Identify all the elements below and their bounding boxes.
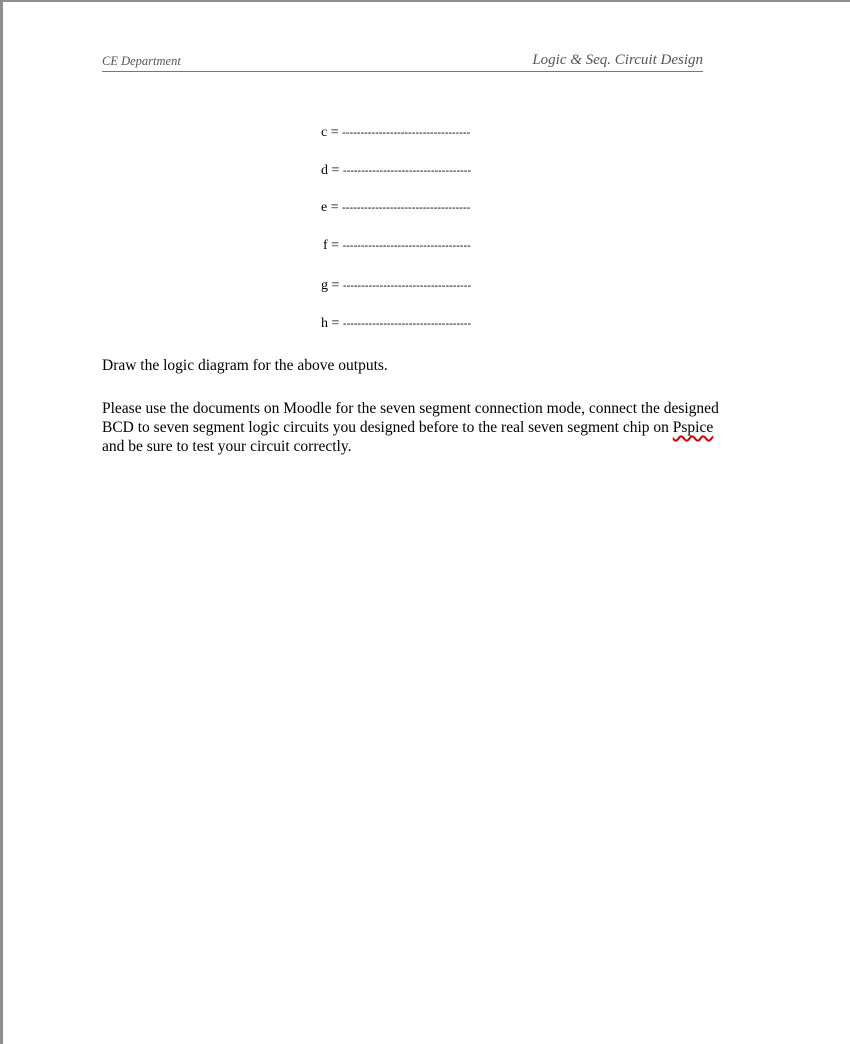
equals-sign: = (330, 125, 339, 140)
answer-blank: ----------------------------------- (342, 240, 471, 252)
equals-sign: = (330, 200, 339, 215)
header-course-title: Logic & Seq. Circuit Design (532, 52, 703, 68)
equation-variable: d (321, 163, 328, 178)
equation-h (321, 316, 471, 332)
misspelled-word[interactable]: Pspice (672, 419, 714, 436)
page-header (102, 52, 703, 72)
equation-variable: h (321, 316, 328, 331)
equation-g (321, 278, 471, 294)
paragraph-text-end: and be sure to test your circuit correctly. (102, 438, 352, 455)
equation-variable: f (323, 238, 328, 253)
document-page (3, 2, 850, 1044)
instruction-text: Draw the logic diagram for the above outputs. (102, 357, 388, 374)
equals-sign: = (331, 316, 340, 331)
answer-blank: ----------------------------------- (342, 127, 471, 139)
equals-sign: = (331, 163, 340, 178)
equation-variable: g (321, 278, 328, 293)
instruction-paragraph (102, 399, 732, 456)
equals-sign: = (331, 238, 340, 253)
equation-variable: e (321, 200, 328, 215)
answer-blank: ----------------------------------- (342, 165, 472, 177)
answer-blank: ----------------------------------- (342, 280, 472, 292)
equation-variable: c (321, 125, 328, 140)
equation-d (321, 163, 471, 179)
paragraph-text: Please use the documents on Moodle for the seven segment connection mode, connect the designed BCD to seven segment logic circuits you designed before to the real seven segment chip on (102, 400, 719, 436)
equation-f (323, 238, 471, 254)
equals-sign: = (331, 278, 340, 293)
equation-c (321, 125, 470, 141)
equation-e (321, 200, 470, 216)
answer-blank: ----------------------------------- (342, 202, 471, 214)
answer-blank: ----------------------------------- (342, 318, 472, 330)
header-department: CE Department (102, 54, 181, 68)
